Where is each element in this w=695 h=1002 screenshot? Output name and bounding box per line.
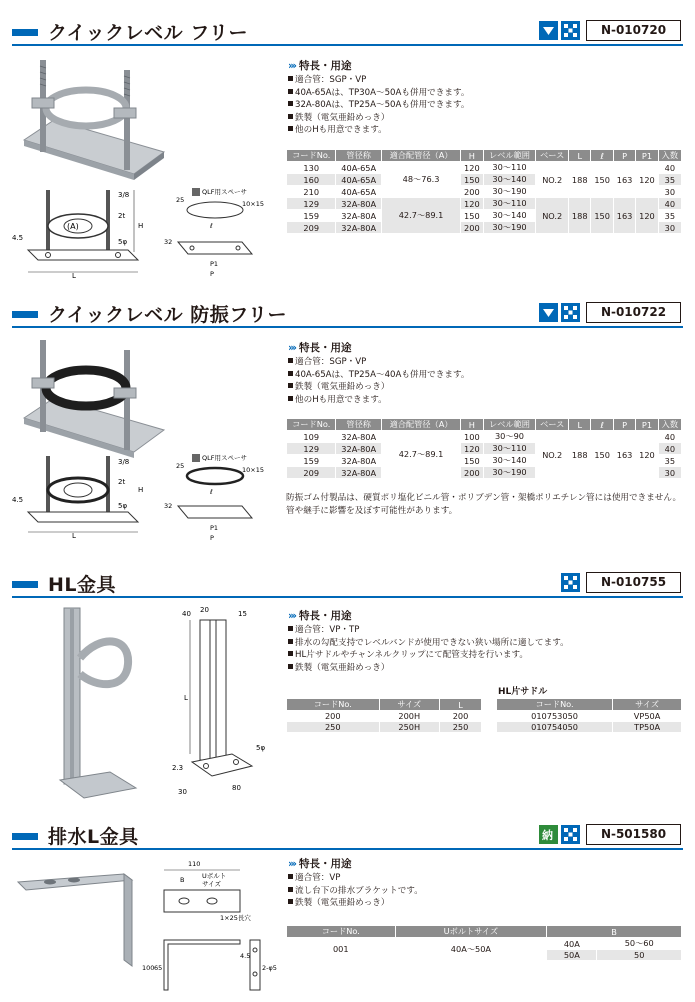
saddle-table: [496, 698, 682, 733]
col-header: コードNo.: [287, 419, 336, 431]
table-cell: 30～90: [483, 431, 536, 443]
table-cell: 50A: [547, 950, 597, 961]
table-cell: 40: [658, 198, 681, 210]
table-row: [287, 431, 682, 443]
table-cell: NO.2: [536, 431, 569, 479]
svg-text:10×15: 10×15: [242, 466, 264, 474]
feature-item: 他のHも用意できます。: [288, 124, 469, 137]
table-cell: 150: [591, 198, 613, 234]
dim-l: L: [184, 694, 188, 702]
dim-2-3: 2.3: [172, 764, 184, 772]
col-header: ℓ: [591, 150, 613, 162]
table-cell: 129: [287, 443, 336, 455]
col-header: コードNo.: [287, 150, 336, 162]
svg-text:L: L: [72, 532, 76, 540]
table-row: [287, 938, 682, 950]
table-cell: 210: [287, 186, 336, 198]
section-title-bar: [0, 300, 695, 328]
table-cell: 120: [636, 162, 658, 198]
table-cell: 32A-80A: [336, 431, 381, 443]
section-drain-l-bracket: [0, 822, 695, 1000]
col-header: ベース: [536, 150, 569, 162]
section-title-bar: [0, 570, 695, 598]
col-header: P: [613, 419, 635, 431]
table-row: [287, 198, 682, 210]
table-cell: 30～140: [483, 174, 536, 186]
section-hl-bracket: [0, 570, 695, 820]
table-cell: 163: [613, 198, 635, 234]
table-cell: 40A～50A: [395, 938, 547, 961]
feature-heading: ››› 特長・用途: [288, 858, 352, 870]
table-cell: 109: [287, 431, 336, 443]
table-cell: 120: [461, 162, 483, 174]
table-cell: 42.7～89.1: [381, 431, 460, 479]
table-cell: 200: [440, 711, 482, 722]
dim-20: 20: [200, 606, 209, 614]
table-cell: 200: [461, 467, 483, 479]
table-cell: 150: [461, 210, 483, 222]
section-quick-level-free: [0, 18, 695, 288]
feature-item: 鉄製（電気亜鉛めっき）: [288, 112, 469, 125]
table-cell: 35: [658, 174, 681, 186]
table-cell: 40A-65A: [336, 162, 381, 174]
table-cell: 32A-80A: [336, 198, 381, 210]
table-cell: 40A: [547, 938, 597, 950]
svg-text:QLF用スペーサ: QLF用スペーサ: [202, 454, 247, 462]
col-header: コードNo.: [287, 699, 380, 711]
col-header: H: [461, 419, 483, 431]
spec-table: [286, 698, 482, 733]
col-header: コードNo.: [287, 926, 396, 938]
col-header: P1: [636, 150, 658, 162]
qlf-spacer-label: QLF用スペーサ: [202, 188, 247, 196]
dim-65: 65: [154, 964, 163, 972]
dim-ell: ℓ: [210, 222, 213, 230]
table-cell: 35: [658, 210, 681, 222]
title-underline: [12, 848, 683, 850]
svg-text:3/8: 3/8: [118, 458, 130, 466]
dim-100: 100: [142, 964, 155, 972]
table-cell: 40: [658, 162, 681, 174]
section-title-bar: [0, 822, 695, 850]
svg-text:ℓ: ℓ: [210, 488, 213, 496]
table-cell: 120: [461, 198, 483, 210]
dim-15: 15: [238, 610, 247, 618]
col-header: P: [613, 150, 635, 162]
title-accent: [12, 311, 38, 318]
table-cell: 150: [591, 162, 613, 198]
col-header: 入数: [658, 419, 681, 431]
col-header: H: [461, 150, 483, 162]
section-title: クイックレベル フリー: [48, 22, 249, 44]
col-header: レベル範囲: [483, 150, 536, 162]
col-header: コードNo.: [497, 699, 613, 711]
table-cell: 32A-80A: [336, 222, 381, 234]
section-title: 排水L金具: [48, 826, 139, 848]
grid-icon: [561, 825, 580, 844]
section-title-bar: [0, 18, 695, 46]
dim-slot: 1×25長穴: [220, 914, 251, 922]
feature-heading: ››› 特長・用途: [288, 342, 352, 354]
dimension-drawing: [140, 858, 280, 998]
table-cell: 40A-65A: [336, 174, 381, 186]
feature-item: 40A-65Aは、TP25A～40Aも併用できます。: [288, 369, 469, 382]
table-cell: NO.2: [536, 162, 569, 198]
product-code: N-010755: [586, 572, 681, 593]
table-row: [497, 711, 682, 722]
feature-list: [288, 872, 423, 910]
table-cell: 30～140: [483, 455, 536, 467]
table-cell: VP50A: [613, 711, 682, 722]
table-cell: 30～110: [483, 162, 536, 174]
col-header: P1: [636, 419, 658, 431]
title-accent: [12, 833, 38, 840]
dim-32: 32: [164, 238, 173, 246]
col-header: 管径称: [336, 419, 381, 431]
table-cell: 188: [569, 198, 591, 234]
table-cell: 250: [440, 722, 482, 733]
title-accent: [12, 29, 38, 36]
grid-icon: [561, 303, 580, 322]
table-cell: 40: [658, 431, 681, 443]
svg-text:H: H: [138, 486, 144, 494]
feature-item: 32A-80Aは、TP25A～50Aも併用できます。: [288, 99, 469, 112]
table-cell: 130: [287, 162, 336, 174]
dim-l: L: [72, 272, 76, 280]
col-header: L: [569, 419, 591, 431]
feature-item: 鉄製（電気亜鉛めっき）: [288, 662, 569, 675]
dimension-drawing: [172, 604, 272, 800]
table-cell: 160: [287, 174, 336, 186]
dim-30: 30: [178, 788, 187, 796]
dim-u-bolt-size: サイズ: [202, 880, 221, 888]
feature-item: 適合管：SGP・VP: [288, 74, 469, 87]
svg-text:4.5: 4.5: [12, 496, 24, 504]
table-cell: 120: [636, 431, 658, 479]
title-underline: [12, 44, 683, 46]
table-cell: 32A-80A: [336, 455, 381, 467]
dim-h: H: [138, 222, 144, 230]
feature-list: [288, 356, 469, 406]
table-cell: 35: [658, 455, 681, 467]
col-header: サイズ: [613, 699, 682, 711]
table-cell: 40A-65A: [336, 186, 381, 198]
feature-list: [288, 74, 469, 137]
spec-table: [286, 418, 682, 479]
table-cell: 200: [461, 186, 483, 198]
dim-4-5: 4.5: [240, 952, 251, 960]
table-cell: 159: [287, 455, 336, 467]
table-cell: NO.2: [536, 198, 569, 234]
col-header: 適合配管径（A）: [381, 150, 460, 162]
title-accent: [12, 581, 38, 588]
product-photo: [14, 862, 146, 970]
table-cell: 30～110: [483, 443, 536, 455]
table-cell: 100: [461, 431, 483, 443]
download-arrow-icon: [539, 21, 558, 40]
product-photo: [14, 56, 174, 184]
table-cell: 30～190: [483, 186, 536, 198]
svg-text:納: 納: [542, 829, 553, 842]
title-underline: [12, 326, 683, 328]
feature-item: 鉄製（電気亜鉛めっき）: [288, 897, 423, 910]
table-cell: 48～76.3: [381, 162, 460, 198]
table-cell: 188: [569, 431, 591, 479]
table-cell: 30: [658, 186, 681, 198]
table-row: [287, 711, 482, 722]
feature-list: [288, 624, 569, 674]
table-cell: 120: [636, 198, 658, 234]
dim-5phi: 5φ: [118, 238, 128, 246]
dim-4-5: 4.5: [12, 234, 24, 242]
dim-40: 40: [182, 610, 191, 618]
svg-text:P: P: [210, 534, 214, 542]
svg-text:32: 32: [164, 502, 173, 510]
table-row: [287, 162, 682, 174]
table-cell: 188: [569, 162, 591, 198]
feature-item: 適合管：VP: [288, 872, 423, 885]
dim-p: P: [210, 270, 214, 278]
saddle-table-title: HL片サドル: [498, 687, 548, 697]
dimension-drawing: [10, 180, 275, 290]
feature-item: 適合管：VP・TP: [288, 624, 569, 637]
download-arrow-icon: [539, 303, 558, 322]
table-cell: 250: [287, 722, 380, 733]
dim-2-phi5: 2-φ5: [262, 964, 277, 972]
table-row: [287, 722, 482, 733]
table-cell: 32A-80A: [336, 467, 381, 479]
table-cell: 30: [658, 222, 681, 234]
table-cell: 209: [287, 222, 336, 234]
feature-item: 流し台下の排水ブラケットです。: [288, 885, 423, 898]
svg-text:5φ: 5φ: [118, 502, 128, 510]
table-cell: 159: [287, 210, 336, 222]
dim-80: 80: [232, 784, 241, 792]
table-cell: 30～190: [483, 467, 536, 479]
table-row: [497, 722, 682, 733]
table-cell: 50～60: [597, 938, 682, 950]
col-header: Uボルトサイズ: [395, 926, 547, 938]
col-header: ベース: [536, 419, 569, 431]
table-cell: 30: [658, 467, 681, 479]
grid-icon: [561, 21, 580, 40]
feature-item: 鉄製（電気亜鉛めっき）: [288, 381, 469, 394]
table-cell: 163: [613, 431, 635, 479]
feature-item: HL片サドルやチャンネルクリップにて配管支持を行います。: [288, 649, 569, 662]
spec-table: [286, 149, 682, 234]
feature-item: 排水の勾配支持でレベルバンドが使用できない狭い場所に適してます。: [288, 637, 569, 650]
feature-heading: ››› 特長・用途: [288, 610, 352, 622]
feature-item: 40A-65Aは、TP30A～50Aも併用できます。: [288, 87, 469, 100]
dim-a: (A): [67, 222, 79, 231]
col-header: B: [547, 926, 682, 938]
svg-text:25: 25: [176, 462, 185, 470]
table-cell: 150: [591, 431, 613, 479]
product-code: N-010722: [586, 302, 681, 323]
table-cell: 150: [461, 174, 483, 186]
col-header: ℓ: [591, 419, 613, 431]
product-photo: [14, 338, 174, 460]
table-cell: 010754050: [497, 722, 613, 733]
svg-text:P1: P1: [210, 524, 219, 532]
table-cell: 010753050: [497, 711, 613, 722]
table-cell: 50: [597, 950, 682, 961]
table-cell: 200: [461, 222, 483, 234]
dimension-drawing: [10, 450, 275, 550]
spec-table: [286, 925, 682, 961]
table-cell: 42.7～89.1: [381, 198, 460, 234]
table-cell: 30～110: [483, 198, 536, 210]
col-header: L: [569, 150, 591, 162]
table-cell: 30～140: [483, 210, 536, 222]
product-code: N-010720: [586, 20, 681, 41]
svg-text:2t: 2t: [118, 478, 126, 486]
table-cell: 150: [461, 455, 483, 467]
table-cell: 001: [287, 938, 396, 961]
col-header: レベル範囲: [483, 419, 536, 431]
dim-25: 25: [176, 196, 185, 204]
table-cell: 129: [287, 198, 336, 210]
dim-2t: 2t: [118, 212, 126, 220]
dim-p1: P1: [210, 260, 219, 268]
product-code: N-501580: [586, 824, 681, 845]
dim-110: 110: [188, 860, 201, 868]
table-cell: 250H: [379, 722, 440, 733]
table-cell: 163: [613, 162, 635, 198]
section-title: HL金具: [48, 574, 117, 596]
col-header: L: [440, 699, 482, 711]
table-cell: 32A-80A: [336, 210, 381, 222]
table-cell: 200H: [379, 711, 440, 722]
delivery-icon: [539, 825, 558, 844]
col-header: 管径称: [336, 150, 381, 162]
dim-3-8: 3/8: [118, 191, 130, 199]
table-cell: 40: [658, 443, 681, 455]
table-cell: 209: [287, 467, 336, 479]
dim-u-bolt: Uボルト: [202, 872, 227, 880]
col-header: 適合配管径（A）: [381, 419, 460, 431]
grid-icon: [561, 573, 580, 592]
feature-heading: ››› 特長・用途: [288, 60, 352, 72]
col-header: サイズ: [379, 699, 440, 711]
table-cell: 200: [287, 711, 380, 722]
section-quick-level-vibration-free: [0, 300, 695, 560]
product-photo: [40, 604, 160, 800]
table-cell: 30～190: [483, 222, 536, 234]
title-underline: [12, 596, 683, 598]
col-header: 入数: [658, 150, 681, 162]
feature-item: 適合管：SGP・VP: [288, 356, 469, 369]
dim-b: B: [180, 876, 185, 884]
dim-5phi: 5φ: [256, 744, 266, 752]
table-cell: 32A-80A: [336, 443, 381, 455]
table-cell: TP50A: [613, 722, 682, 733]
section-title: クイックレベル 防振フリー: [48, 304, 288, 326]
table-cell: 120: [461, 443, 483, 455]
caution-note: 防振ゴム付製品は、硬質ポリ塩化ビニル管・ポリブデン管・架橋ポリエチレン管には使用できません。管や継手に影響を及ぼす可能性があります。: [286, 493, 682, 516]
dim-10x15: 10×15: [242, 200, 264, 208]
feature-item: 他のHも用意できます。: [288, 394, 469, 407]
